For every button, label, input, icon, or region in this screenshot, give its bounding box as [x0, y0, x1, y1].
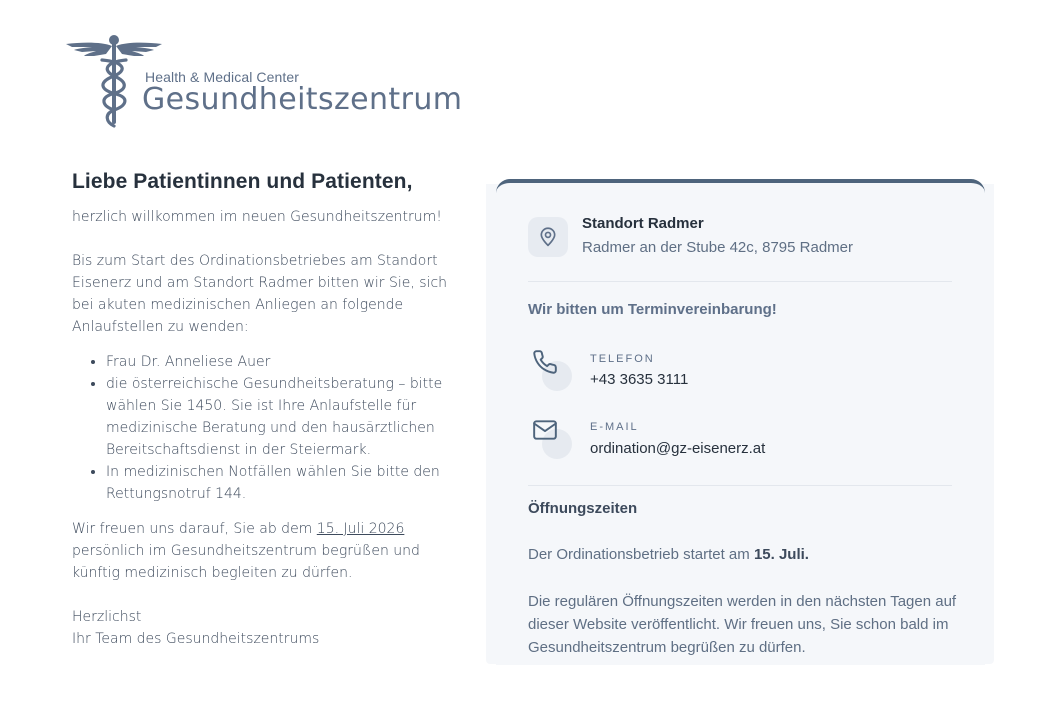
location-pin-icon: [528, 217, 568, 257]
outro-before: Wir freuen uns darauf, Sie ab dem: [72, 521, 317, 537]
start-date-link[interactable]: 15. Juli 2026: [316, 521, 405, 537]
logo[interactable]: [62, 34, 463, 134]
email-label: E-MAIL: [590, 421, 639, 433]
outro-text: [72, 518, 457, 584]
opening-hours-title: Öffnungszeiten: [528, 500, 638, 517]
list-item: • In medizinischen Notfällen wählen Sie bitte den Rettungsnotruf 144.: [106, 461, 457, 505]
signoff: [72, 606, 457, 650]
email-link[interactable]: ordination@gz-eisenerz.at: [590, 440, 766, 457]
contact-list: [72, 351, 457, 505]
location-card: [496, 179, 985, 665]
welcome-letter: [72, 170, 457, 650]
page-title: Liebe Patientinnen und Patienten,: [72, 170, 413, 193]
list-item: • die österreichische Gesundheitsberatung – bitte wählen Sie 1450. Sie ist Ihre Anlaufstelle für medizinische Beratung und den hausärztlichen Bereitschaftsdienst in der Steiermark.: [106, 373, 457, 461]
opening-start-date: 15. Juli.: [753, 546, 809, 563]
location-address: Radmer an der Stube 42c, 8795 Radmer: [582, 239, 853, 256]
divider: [528, 281, 952, 282]
outro-after: persönlich im Gesundheitszentrum begrüßen und künftig medizinisch begleiten zu dürfen.: [72, 543, 420, 581]
divider: [528, 485, 952, 486]
intro-text: Bis zum Start des Ordinationsbetriebes am Standort Eisenerz und am Standort Radmer bitten wir Sie, sich bei akuten medizinischen Anliegen an folgende Anlaufstellen zu wenden:: [72, 253, 448, 335]
welcome-text: herzlich willkommen im neuen Gesundheitszentrum!: [72, 209, 442, 225]
phone-label: TELEFON: [590, 353, 655, 365]
appointment-note: Wir bitten um Terminvereinbarung!: [528, 301, 777, 318]
opening-start: [528, 546, 809, 563]
signoff-team: Ihr Team des Gesundheitszentrums: [72, 631, 320, 647]
logo-name: Gesundheitszentrum: [142, 82, 463, 117]
location-title: Standort Radmer: [582, 215, 704, 232]
logo-subtitle: Health & Medical Center: [145, 69, 300, 85]
phone-link[interactable]: +43 3635 3111: [590, 371, 689, 388]
mail-icon: [532, 417, 572, 457]
list-item: • Frau Dr. Anneliese Auer: [106, 351, 457, 373]
opening-hours-info: Die regulären Öffnungszeiten werden in den nächsten Tagen auf dieser Website veröffentlicht. Wir freuen uns, Sie schon bald im Gesundheitszentrum begrüßen zu dürfen.: [528, 593, 957, 656]
phone-icon: [532, 349, 572, 389]
opening-start-text: Der Ordinationsbetrieb startet am: [528, 546, 754, 563]
signoff-greeting: Herzlichst: [72, 609, 142, 625]
